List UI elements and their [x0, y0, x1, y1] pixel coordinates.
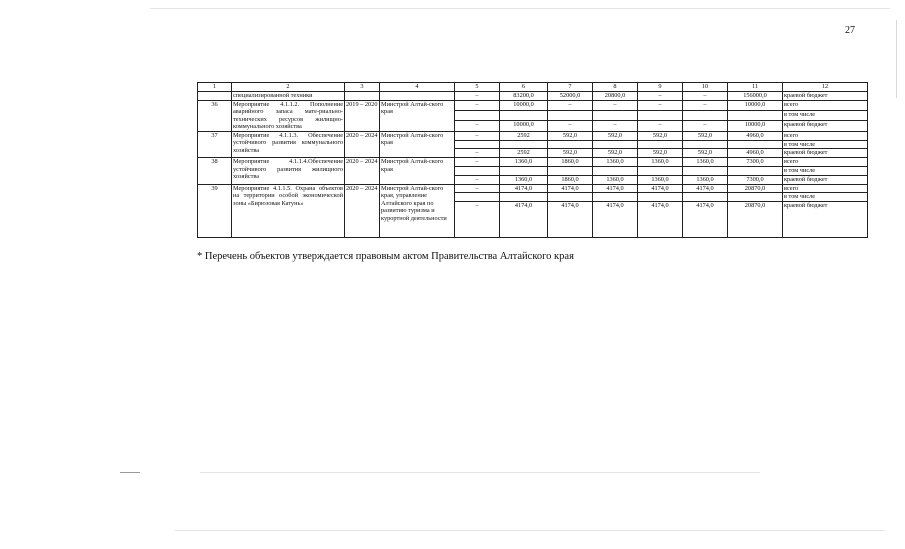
table-row [198, 184, 868, 193]
source-cell: в том числе [783, 167, 868, 176]
column-header: 12 [783, 83, 868, 92]
value-cell: – [683, 120, 728, 131]
value-cell: – [455, 175, 500, 184]
value-cell: – [593, 100, 638, 111]
source-cell: в том числе [783, 193, 868, 202]
column-header: 8 [593, 83, 638, 92]
row-number-cell [198, 92, 232, 101]
value-cell: 156000,0 [728, 92, 783, 101]
column-header: 5 [455, 83, 500, 92]
value-cell: 20870,0 [728, 201, 783, 237]
activity-name-cell: Мероприятие 4.1.1.5. Охрана объектов на территории особой экономической зоны «Бирюзовая Катунь» [232, 184, 345, 237]
activity-name-cell: Мероприятие 4.1.1.2. Пополнение аварийного запаса мате-риально-технических ресурсов жилищно-коммунального хозяйства [233, 100, 343, 130]
value-cell: 1360,0 [638, 158, 683, 167]
column-header: 3 [345, 83, 380, 92]
source-cell: краевой бюджет [783, 201, 868, 237]
value-cell: 1360,0 [683, 175, 728, 184]
value-cell: – [455, 149, 500, 158]
value-cell [593, 140, 638, 149]
value-cell: 592,0 [638, 149, 683, 158]
value-cell: 4174,0 [683, 184, 728, 193]
activities-table [197, 82, 868, 238]
value-cell: 1360,0 [683, 158, 728, 167]
scan-artifact-bottom [175, 530, 885, 531]
table-row [198, 158, 868, 167]
value-cell: – [683, 100, 728, 111]
value-cell [728, 111, 783, 121]
period-cell: 2019 – 2020 [345, 100, 380, 131]
value-cell [683, 140, 728, 149]
value-cell [728, 140, 783, 149]
value-cell: 4174,0 [548, 201, 593, 237]
value-cell: 4174,0 [500, 184, 548, 193]
value-cell: 4960,0 [728, 149, 783, 158]
value-cell: 4174,0 [548, 184, 593, 193]
value-cell: 4174,0 [683, 201, 728, 237]
page-number: 27 [845, 25, 855, 36]
column-number-row [198, 83, 868, 92]
column-header: 9 [638, 83, 683, 92]
activity-name-cell: Мероприятие 4.1.1.4.Обеспечение устойчивого развития жилищного хозяйства [232, 158, 345, 185]
value-cell: – [683, 92, 728, 101]
value-cell: 1860,0 [548, 158, 593, 167]
value-cell [638, 140, 683, 149]
value-cell: 592,0 [683, 131, 728, 140]
value-cell [683, 167, 728, 176]
value-cell: – [638, 92, 683, 101]
value-cell [593, 111, 638, 121]
column-header: 7 [548, 83, 593, 92]
value-cell [728, 167, 783, 176]
value-cell [500, 140, 548, 149]
executor-cell [380, 92, 455, 101]
value-cell: 2592 [500, 131, 548, 140]
source-cell: краевой бюджет [783, 149, 868, 158]
period-cell [345, 92, 380, 101]
column-header: 6 [500, 83, 548, 92]
value-cell: 592,0 [683, 149, 728, 158]
value-cell: – [455, 131, 500, 140]
value-cell [500, 193, 548, 202]
value-cell: 83200,0 [500, 92, 548, 101]
value-cell: – [638, 100, 683, 111]
source-cell: в том числе [783, 111, 868, 121]
value-cell [548, 111, 593, 121]
value-cell [548, 167, 593, 176]
value-cell [455, 140, 500, 149]
value-cell: 4174,0 [638, 201, 683, 237]
value-cell: 1360,0 [593, 175, 638, 184]
value-cell [455, 167, 500, 176]
value-cell [683, 193, 728, 202]
footnote: * Перечень объектов утверждается правовым актом Правительства Алтайского края [197, 251, 574, 262]
period-cell: 2020 – 2024 [345, 158, 380, 185]
activity-name-cell: специализированной техники [232, 92, 345, 101]
value-cell: – [638, 120, 683, 131]
source-cell: краевой бюджет [783, 120, 868, 131]
column-header: 4 [380, 83, 455, 92]
value-cell: 592,0 [548, 131, 593, 140]
value-cell: 7300,0 [728, 175, 783, 184]
row-number-cell: 37 [198, 131, 232, 158]
period-cell: 2020 – 2024 [345, 184, 380, 237]
value-cell [548, 140, 593, 149]
value-cell: 1860,0 [548, 175, 593, 184]
value-cell: 1360,0 [500, 175, 548, 184]
value-cell: 52000,0 [548, 92, 593, 101]
value-cell: – [593, 120, 638, 131]
value-cell: 4174,0 [593, 201, 638, 237]
column-header: 10 [683, 83, 728, 92]
value-cell: – [455, 92, 500, 101]
value-cell [728, 193, 783, 202]
value-cell [455, 111, 500, 121]
value-cell: – [455, 100, 500, 111]
column-header: 11 [728, 83, 783, 92]
table-row [198, 131, 868, 140]
value-cell: 7300,0 [728, 158, 783, 167]
source-cell: всего [783, 184, 868, 193]
executor-cell: Минстрой Алтай-ского края [380, 158, 455, 185]
value-cell: 4174,0 [638, 184, 683, 193]
value-cell [455, 193, 500, 202]
value-cell: 10000,0 [500, 120, 548, 131]
value-cell [638, 193, 683, 202]
value-cell: 2592 [500, 149, 548, 158]
value-cell: 592,0 [593, 131, 638, 140]
source-cell: всего [783, 100, 868, 111]
value-cell: 4960,0 [728, 131, 783, 140]
row-number-cell: 36 [198, 100, 232, 131]
value-cell: – [455, 120, 500, 131]
value-cell [683, 111, 728, 121]
value-cell: – [455, 184, 500, 193]
value-cell [638, 111, 683, 121]
value-cell: 4174,0 [500, 201, 548, 237]
value-cell: 10000,0 [728, 100, 783, 111]
value-cell: – [455, 158, 500, 167]
scan-artifact-right-edge [896, 20, 897, 98]
table-row [198, 92, 868, 101]
executor-cell: Минстрой Алтай-ского края [380, 100, 455, 131]
value-cell: 20800,0 [593, 92, 638, 101]
value-cell: 4174,0 [593, 184, 638, 193]
column-header: 2 [232, 83, 345, 92]
row-number-cell: 38 [198, 158, 232, 185]
value-cell [500, 167, 548, 176]
period-cell: 2020 – 2024 [345, 131, 380, 158]
value-cell: – [548, 120, 593, 131]
table-row [198, 100, 868, 111]
scan-artifact-bottom [200, 472, 760, 473]
source-cell: всего [783, 131, 868, 140]
value-cell: 1360,0 [500, 158, 548, 167]
value-cell: 592,0 [638, 131, 683, 140]
value-cell: 592,0 [548, 149, 593, 158]
value-cell [500, 111, 548, 121]
value-cell: 10000,0 [500, 100, 548, 111]
value-cell: 20870,0 [728, 184, 783, 193]
activity-name-cell: Мероприятие 4.1.1.3. Обеспечение устойчивого развития коммунального хозяйства [232, 131, 345, 158]
value-cell: 1360,0 [638, 175, 683, 184]
value-cell [593, 193, 638, 202]
source-cell: всего [783, 158, 868, 167]
value-cell: 592,0 [593, 149, 638, 158]
executor-cell: Минстрой Алтай-ского края, управление Алтайского края по развитию туризма и курортной деятельности [380, 184, 455, 237]
value-cell: – [548, 100, 593, 111]
executor-cell: Минстрой Алтай-ского края [380, 131, 455, 158]
value-cell: – [455, 201, 500, 237]
value-cell [593, 167, 638, 176]
value-cell [548, 193, 593, 202]
value-cell: 10000,0 [728, 120, 783, 131]
row-number-cell: 39 [198, 184, 232, 237]
source-cell: в том числе [783, 140, 868, 149]
scan-artifact-top [150, 8, 890, 9]
source-cell: краевой бюджет [783, 92, 868, 101]
column-header: 1 [198, 83, 232, 92]
scan-artifact-bottom [120, 472, 140, 473]
value-cell [638, 167, 683, 176]
value-cell: 1360,0 [593, 158, 638, 167]
source-cell: краевой бюджет [783, 175, 868, 184]
